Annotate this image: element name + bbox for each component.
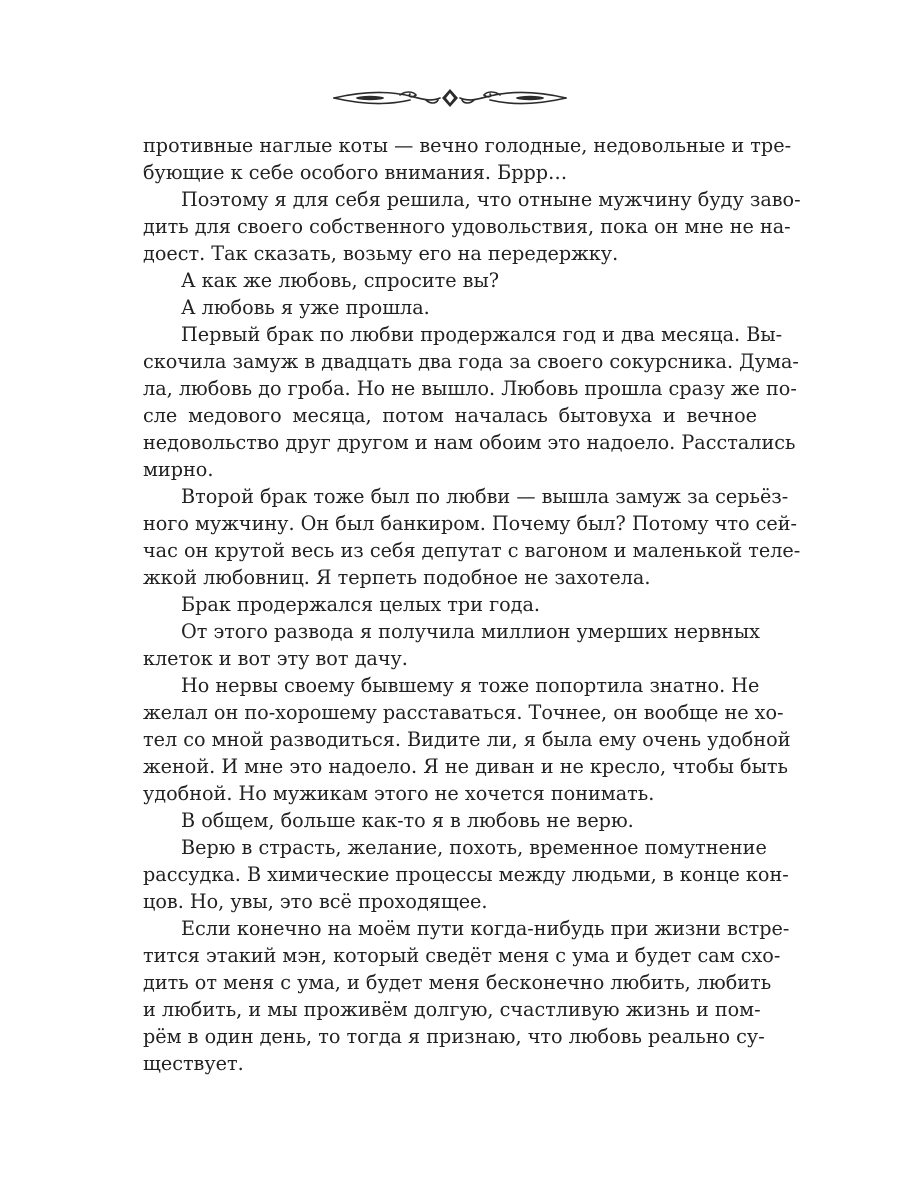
text-line: А как же любовь, спросите вы? bbox=[181, 269, 500, 292]
text-line: Первый брак по любви продержался год и два месяца. Вы- bbox=[181, 323, 783, 346]
text-line: А любовь я уже прошла. bbox=[181, 296, 430, 319]
text-line: Верю в страсть, желание, похоть, временное помутнение bbox=[181, 836, 767, 859]
text-line: недовольство друг другом и нам обоим это надоело. Расстались bbox=[143, 431, 796, 454]
text-line: рассудка. В химические процессы между людьми, в конце кон- bbox=[143, 863, 789, 886]
text-line: рём в один день, то тогда я признаю, что любовь реально су- bbox=[143, 1025, 765, 1048]
text-line: дить от меня с ума, и будет меня бесконечно любить, любить bbox=[143, 971, 772, 994]
text-line: сле медового месяца, потом началась бытовуха и вечное bbox=[143, 404, 757, 427]
text-line: цов. Но, увы, это всё проходящее. bbox=[143, 890, 488, 913]
text-line: Но нервы своему бывшему я тоже попортила знатно. Не bbox=[181, 674, 760, 697]
text-line: удобной. Но мужикам этого не хочется понимать. bbox=[143, 782, 655, 805]
text-line: От этого развода я получила миллион умерших нервных bbox=[181, 620, 761, 643]
text-line: клеток и вот эту вот дачу. bbox=[143, 647, 408, 670]
text-line: час он крутой весь из себя депутат с вагоном и маленькой теле- bbox=[143, 539, 801, 562]
text-line: тится этакий мэн, который сведёт меня с ума и будет сам схо- bbox=[143, 944, 781, 967]
text-line: ного мужчину. Он был банкиром. Почему был? Потому что сей- bbox=[143, 512, 798, 535]
text-line: Второй брак тоже был по любви — вышла замуж за серьёз- bbox=[181, 485, 789, 508]
text-line: бующие к себе особого внимания. Бррр… bbox=[143, 161, 568, 184]
text-line: скочила замуж в двадцать два года за своего сокурсника. Дума- bbox=[143, 350, 799, 373]
text-line: мирно. bbox=[143, 458, 214, 481]
text-line: противные наглые коты — вечно голодные, недовольные и тре- bbox=[143, 134, 792, 157]
page-text bbox=[143, 132, 801, 1077]
text-line: дить для своего собственного удовольствия, пока он мне не на- bbox=[143, 215, 791, 238]
text-line: женой. И мне это надоело. Я не диван и не кресло, чтобы быть bbox=[143, 755, 788, 778]
text-line: жкой любовниц. Я терпеть подобное не захотела. bbox=[143, 566, 651, 589]
text-line: желал он по-хорошему расставаться. Точнее, он вообще не хо- bbox=[143, 701, 784, 724]
text-line: и любить, и мы проживём долгую, счастливую жизнь и пом- bbox=[143, 998, 761, 1021]
text-line: Поэтому я для себя решила, что отныне мужчину буду заво- bbox=[181, 188, 801, 211]
decorative-flourish-icon bbox=[330, 86, 570, 110]
text-line: В общем, больше как-то я в любовь не верю. bbox=[181, 809, 634, 832]
text-line: доест. Так сказать, возьму его на передержку. bbox=[143, 242, 619, 265]
text-line: Если конечно на моём пути когда-нибудь при жизни встре- bbox=[181, 917, 790, 940]
text-line: ществует. bbox=[143, 1052, 244, 1075]
text-line: Брак продержался целых три года. bbox=[181, 593, 541, 616]
text-line: тел со мной разводиться. Видите ли, я была ему очень удобной bbox=[143, 728, 791, 751]
text-line: ла, любовь до гроба. Но не вышло. Любовь прошла сразу же по- bbox=[143, 377, 797, 400]
